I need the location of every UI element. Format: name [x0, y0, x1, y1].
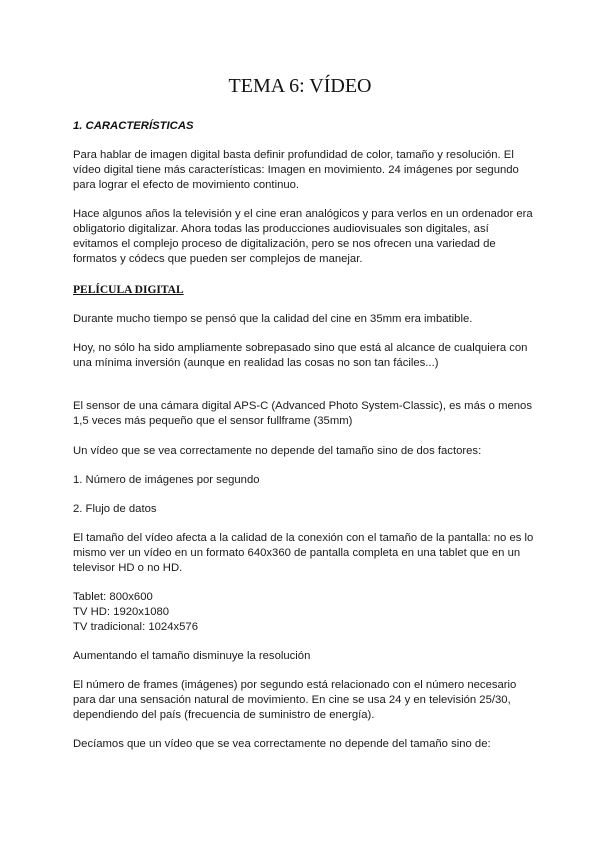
text-line: Hace algunos años la televisión y el cine eran analógicos y para verlos en un ordenador era — [73, 208, 533, 220]
text-line: televisor HD o no HD. — [73, 562, 183, 574]
text-line: mismo ver un vídeo en un formato 640x360 de pantalla completa en una tablet que en un — [73, 547, 521, 559]
paragraph-dos-factores — [73, 444, 543, 459]
text-line: una mínima inversión (aunque en realidad las cosas no son tan fáciles...) — [73, 357, 439, 369]
resolution-tv-tradicional: TV tradicional: 1024x576 — [73, 621, 198, 633]
paragraph-tamano-video — [73, 531, 543, 576]
paragraph-imagen-digital — [73, 148, 543, 193]
resolution-tv-hd: TV HD: 1920x1080 — [73, 606, 170, 618]
text-line: 1,5 veces más pequeño que el sensor fullframe (35mm) — [73, 415, 353, 427]
text-line: El número de frames (imágenes) por segundo está relacionado con el número necesario — [73, 679, 517, 691]
paragraph-frames — [73, 678, 543, 723]
text-line: dependiendo del país (frecuencia de suministro de energía). — [73, 709, 375, 721]
paragraph-deciamos — [73, 737, 543, 752]
paragraph-sensor-aps-c — [73, 399, 543, 429]
text-line: Hoy, no sólo ha sido ampliamente sobrepasado sino que está al alcance de cualquiera con — [73, 342, 528, 354]
list-item-flujo-de-datos: 2. Flujo de datos — [73, 503, 157, 515]
resolution-list — [73, 590, 543, 635]
text-line: para dar una sensación natural de movimiento. En cine se usa 24 y en televisión 25/30, — [73, 694, 511, 706]
text-line: para lograr el efecto de movimiento continuo. — [73, 179, 300, 191]
resolution-tablet: Tablet: 800x600 — [73, 591, 153, 603]
section-heading-caracteristicas: 1. CARACTERÍSTICAS — [73, 120, 194, 132]
paragraph-resolucion — [73, 649, 543, 664]
text-line: Para hablar de imagen digital basta definir profundidad de color, tamaño y resolución. El — [73, 149, 514, 161]
paragraph-sobrepasado — [73, 341, 543, 371]
text-line: Durante mucho tiempo se pensó que la calidad del cine en 35mm era imbatible. — [73, 313, 473, 325]
list-item-imagenes-por-segundo: 1. Número de imágenes por segundo — [73, 474, 260, 486]
text-line: obligatorio digitalizar. Ahora todas las producciones audiovisuales son digitales, así — [73, 223, 489, 235]
text-line: vídeo digital tiene más características: Imagen en movimiento. 24 imágenes por segundo — [73, 164, 519, 176]
paragraph-cine-35mm — [73, 312, 543, 327]
paragraph-analogico-digital — [73, 207, 543, 267]
text-line: Decíamos que un vídeo que se vea correctamente no depende del tamaño sino de: — [73, 738, 491, 750]
document-title: TEMA 6: VÍDEO — [228, 75, 372, 97]
text-line: El tamaño del vídeo afecta a la calidad de la conexión con el tamaño de la pantalla: no es lo — [73, 532, 534, 544]
text-line: formatos y códecs que pueden ser complejos de manejar. — [73, 253, 363, 265]
section-heading-pelicula-digital: PELÍCULA DIGITAL — [73, 284, 184, 296]
text-line: evitamos el complejo proceso de digitalización, pero se nos ofrecen una variedad de — [73, 238, 496, 250]
text-line: Aumentando el tamaño disminuye la resolución — [73, 650, 311, 662]
text-line: El sensor de una cámara digital APS-C (Advanced Photo System-Classic), es más o menos — [73, 400, 532, 412]
text-line: Un vídeo que se vea correctamente no depende del tamaño sino de dos factores: — [73, 445, 482, 457]
